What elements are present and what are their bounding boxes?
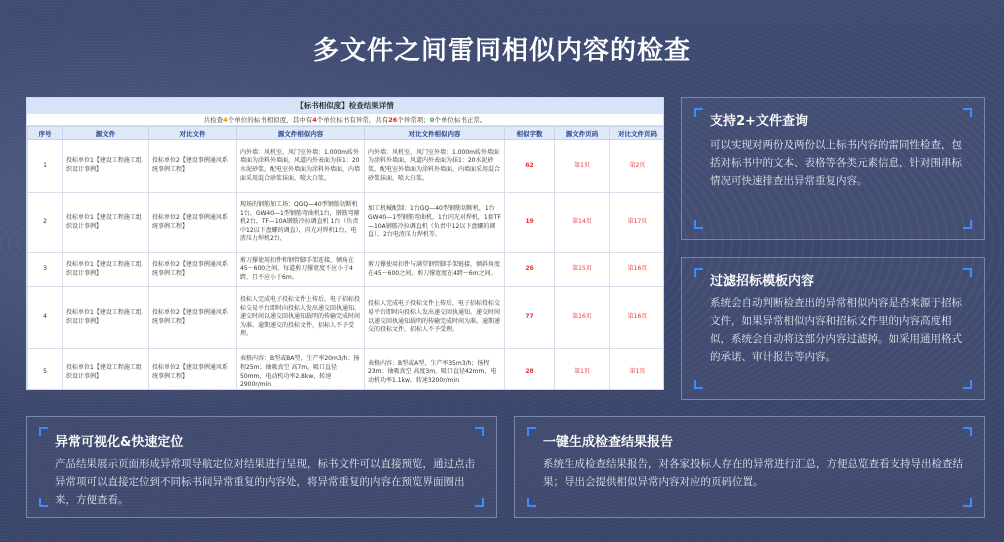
table-row[interactable] <box>28 349 665 391</box>
feature-description: 产品结果展示页面形成异常项导航定位对结果进行呈现，标书文件可以直接预览，通过点击异常项可以直接定位到不同标书间异常重复的内容处，将异常重复的内容在预览界面圈出来，方便查看。 <box>55 458 475 506</box>
corner-bracket-icon <box>475 498 484 507</box>
row-no: 2 <box>28 193 63 253</box>
corner-bracket-icon <box>963 498 972 507</box>
source-page-link[interactable]: 第14页 <box>555 193 610 253</box>
corner-bracket-icon <box>963 268 972 277</box>
feature-card-report <box>514 416 985 518</box>
similarity-table <box>27 126 664 390</box>
corner-bracket-icon <box>39 427 48 436</box>
col-header-target: 对比文件 <box>149 127 237 140</box>
col-header-chars: 相似字数 <box>505 127 555 140</box>
similar-char-count: 28 <box>505 349 555 391</box>
row-no: 1 <box>28 140 63 193</box>
target-page-link[interactable]: 第16页 <box>610 253 665 287</box>
target-page-link[interactable]: 第2页 <box>610 140 665 193</box>
col-header-source-page: 源文件页码 <box>555 127 610 140</box>
target-page-link[interactable]: 第1页 <box>610 349 665 391</box>
feature-card-filter-template <box>681 257 985 400</box>
target-similar-text: 内外墙：风机室、风门室外墙：1.000m砖外墙面为涂料外墙面，风道内外表面为抹1：20水泥砂浆，配电室外墙面为涂料外墙面，内墙面采用混合砂浆抹面，喷大白浆。 <box>365 140 505 193</box>
target-page-link[interactable]: 第17页 <box>610 193 665 253</box>
feature-title: 支持2+文件查询 <box>710 114 808 129</box>
target-file: 投标单位2【建设事例通风系统事例工程】 <box>149 253 237 287</box>
target-page-link[interactable]: 第16页 <box>610 287 665 349</box>
target-file: 投标单位2【建设事例通风系统事例工程】 <box>149 140 237 193</box>
source-file: 投标单位1【建设工程施工组织设计事例】 <box>63 349 149 391</box>
col-header-source-text: 源文件相似内容 <box>237 127 365 140</box>
col-header-target-text: 对比文件相似内容 <box>365 127 505 140</box>
target-file: 投标单位2【建设事例通风系统事例工程】 <box>149 287 237 349</box>
target-similar-text: 投标人完成电子投标文件上传后，电子招标投标交易平台即时向投标人发出递交回执通知。递交时间以递交回执通知载明的传输完成时间为准。逾期递交的投标文件，招标人不予受理。 <box>365 287 505 349</box>
row-no: 4 <box>28 287 63 349</box>
similar-char-count: 26 <box>505 253 555 287</box>
summary-normal-count: 0 <box>429 116 435 124</box>
source-page-link[interactable]: 第15页 <box>555 253 610 287</box>
table-row[interactable] <box>28 140 665 193</box>
row-no: 3 <box>28 253 63 287</box>
corner-bracket-icon <box>694 268 703 277</box>
source-file: 投标单位1【建设工程施工组织设计事例】 <box>63 287 149 349</box>
source-file: 投标单位1【建设工程施工组织设计事例】 <box>63 253 149 287</box>
similarity-report-preview <box>26 97 664 390</box>
corner-bracket-icon <box>963 380 972 389</box>
summary-abnormal-count: 4 <box>312 116 317 124</box>
target-file: 投标单位2【建设事例通风系统事例工程】 <box>149 193 237 253</box>
target-file: 投标单位2【建设事例通风系统事例工程】 <box>149 349 237 391</box>
col-header-no: 序号 <box>28 127 63 140</box>
row-no: 5 <box>28 349 63 391</box>
corner-bracket-icon <box>963 108 972 117</box>
source-similar-text: 内外墙：风机室、风门室外墙：1.000m砖外墙面为涂料外墙面，风道内外表面为抹1：20水泥砂浆，配电室外墙面为涂料外墙面，内墙面采用混合砂浆抹面，喷大白浆。 <box>237 140 365 193</box>
feature-title: 异常可视化&快速定位 <box>55 435 184 450</box>
table-row[interactable] <box>28 287 665 349</box>
corner-bracket-icon <box>694 380 703 389</box>
feature-card-multi-file <box>681 97 985 240</box>
source-similar-text: 剪刀撑使用扣件和钢管脚手架连接，倾角在45～600之间，每道剪刀撑宽度不应小于4跨，且不应小于6m。 <box>237 253 365 287</box>
corner-bracket-icon <box>527 498 536 507</box>
page-title: 多文件之间雷同相似内容的检查 <box>312 36 691 66</box>
target-similar-text: 加工机械配制：1台GQ—40型钢筋切断机，1台GW40—1型钢筋弯曲机，1台闪光对焊机，1套TF—10A钢筋冷拉调直机（负责中12以下盘螺的调直），2台电渣压力焊机等。 <box>365 193 505 253</box>
table-row[interactable] <box>28 193 665 253</box>
feature-card-visualization <box>26 416 497 518</box>
corner-bracket-icon <box>963 427 972 436</box>
corner-bracket-icon <box>694 108 703 117</box>
report-header: 【标书相似度】检查结果详情 <box>27 98 663 114</box>
source-similar-text: 表格内容：B型或BA型，生产率20m3/h；扬程25m；抽吸真空 高7m，吸口直径50mm，电动机功率2.8kw，转速2900r/min <box>237 349 365 391</box>
source-page-link[interactable]: 第1页 <box>555 140 610 193</box>
corner-bracket-icon <box>694 220 703 229</box>
similar-char-count: 77 <box>505 287 555 349</box>
feature-title: 过滤招标模板内容 <box>710 274 815 289</box>
summary-items-count: 26 <box>388 116 398 124</box>
source-similar-text: 现场的钢筋加工场：QGQ—40型钢筋切断机1台，GW40—1型钢筋弯曲机1台，钢筋弯箍机2台，TF—10A钢筋冷拉调直机 1台（负责中12以下盘螺的调直），闪光对焊机1台，电渣压力焊机2台。 <box>237 193 365 253</box>
report-summary: 共检查4个单位的标书相似度，其中有4个单位标书有异常，共有26个异常项；0个单位标书正常。 <box>27 114 663 126</box>
col-header-source: 源文件 <box>63 127 149 140</box>
source-page-link[interactable]: 第16页 <box>555 287 610 349</box>
feature-description: 可以实现对两份及两份以上标书内容的雷同性检查，包括对标书中的文本、表格等各类元素信息，针对围串标情况可快速排查出异常重复内容。 <box>710 139 962 187</box>
corner-bracket-icon <box>963 220 972 229</box>
table-row[interactable] <box>28 253 665 287</box>
feature-description: 系统生成检查结果报告，对各家投标人存在的异常进行汇总，方便总览查看支持导出检查结果；导出会提供相似异常内容对应的页码位置。 <box>543 458 963 488</box>
feature-title: 一键生成检查结果报告 <box>543 435 674 450</box>
similar-char-count: 19 <box>505 193 555 253</box>
target-similar-text: 表格内容：B型或A型，生产率35m3/h；扬程23m；抽吸真空 高度3m，吸口直径42mm，电动机功率1.1kw，转速3200r/min <box>365 349 505 391</box>
target-similar-text: 剪刀撑使用扣件与满堂钢管脚手架链接，倾斜角度在45～600之间，剪刀撑宽度在4跨～6m之间。 <box>365 253 505 287</box>
summary-units-count: 4 <box>223 116 228 124</box>
source-page-link[interactable]: 第1页 <box>555 349 610 391</box>
corner-bracket-icon <box>527 427 536 436</box>
source-file: 投标单位1【建设工程施工组织设计事例】 <box>63 193 149 253</box>
feature-description: 系统会自动判断检查出的异常相似内容是否来源于招标文件，如果异常相似内容和招标文件里的内容高度相似，系统会自动将这部分内容过滤掉。如采用通用格式的承诺、审计报告等内容。 <box>710 297 962 363</box>
corner-bracket-icon <box>475 427 484 436</box>
table-header-row <box>28 127 665 140</box>
similar-char-count: 62 <box>505 140 555 193</box>
source-similar-text: 投标人完成电子投标文件上传后，电子招标投标交易平台即时向投标人发出递交回执通知。递交时间以递交回执通知载明的传输完成时间为准。逾期递交的投标文件，招标人不予受理。 <box>237 287 365 349</box>
corner-bracket-icon <box>39 498 48 507</box>
source-file: 投标单位1【建设工程施工组织设计事例】 <box>63 140 149 193</box>
col-header-target-page: 对比文件页码 <box>610 127 665 140</box>
